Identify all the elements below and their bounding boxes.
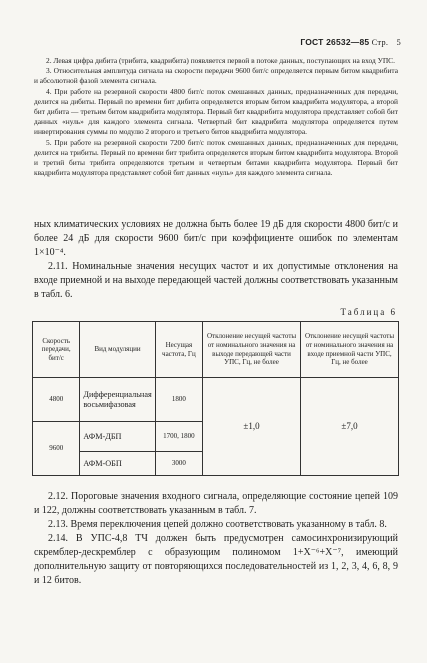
cell-speed: 4800	[33, 378, 80, 422]
header-rx-deviation: Отклонение несущей частоты от номинального значения на входе приемной части УПС, Гц, не более	[301, 322, 399, 378]
page-number: 5	[396, 37, 401, 47]
note-paragraph: 4. При работе на резервной скорости 4800 бит/с поток смешанных данных, предназначенных для передачи, делится на дибиты. Первый по времени бит дибита определяется вторым битом квадрибита модулятора, а второй бит дибита — третьим битом квадрибита модулятора. Первый бит квадрибита модулятора представляет собой бит данных «нуль» для каждого элемента сигнала. Четвертый бит квадрибита модулятора определяется путем инвертирования суммы по модулю 2 второго и третьего битов квадрибита модулятора.	[34, 86, 398, 137]
header-speed: Скорость передачи, бит/с	[33, 322, 80, 378]
clause-2-11: 2.11. Номинальные значения несущих частот и их допустимые отклонения на входе приемной и на выходе передающей частей должны соответствовать указанным в табл. 6.	[34, 261, 398, 300]
clause-2-12: 2.12. Пороговые значения входного сигнала, определяющие состояние цепей 109 и 122, должны соответствовать указанным в табл. 7.	[34, 491, 398, 516]
table-header-row	[33, 322, 399, 378]
notes-block	[34, 56, 398, 178]
page-label: Стр.	[371, 37, 389, 47]
table-caption: Таблица 6	[340, 307, 397, 317]
cell-carrier: 1800	[155, 378, 202, 422]
clause-2-14: 2.14. В УПС-4,8 ТЧ должен быть предусмотрен самосинхронизирующий скремблер-дескремблер с образующим полиномом 1+X⁻⁶+X⁻⁷, имеющий дополнительную защиту от повторяющихся последовательностей из 1, 2, 3, 4, 6, 8, 9 и 12 битов.	[34, 533, 398, 586]
cell-modulation: АФМ-ОБП	[80, 452, 155, 476]
clause-2-13: 2.13. Время переключения цепей должно соответствовать указанному в табл. 8.	[48, 519, 387, 530]
header-tx-deviation: Отклонение несущей частоты от номинального значения на выходе передающей части УПС, Гц, не более	[203, 322, 301, 378]
carrier-frequency-table	[32, 321, 399, 476]
standard-number: ГОСТ 26532—85	[300, 37, 370, 47]
cell-modulation: Дифференциальная восьмифазовая	[80, 378, 155, 422]
main-text-block	[34, 218, 398, 302]
clauses-block	[34, 490, 398, 588]
note-paragraph: 2. Левая цифра дибита (трибита, квадрибита) появляется первой в потоке данных, поступающих на вход УПС.	[46, 56, 395, 65]
page-header	[300, 37, 401, 47]
table-row	[33, 378, 399, 422]
cell-speed: 9600	[33, 422, 80, 476]
cell-modulation: АФМ-ДБП	[80, 422, 155, 452]
cell-carrier: 1700, 1800	[155, 422, 202, 452]
note-paragraph: 3. Относительная амплитуда сигнала на скорости передачи 9600 бит/с определяется первым битом квадрибита и абсолютной фазой элемента сигнала.	[34, 66, 398, 86]
header-carrier: Несущая частота, Гц	[155, 322, 202, 378]
cell-rx-deviation: ±7,0	[301, 378, 399, 476]
cell-tx-deviation: ±1,0	[203, 378, 301, 476]
note-paragraph: 5. При работе на резервной скорости 7200 бит/с поток смешанных данных, предназначенных для передачи, делится на трибиты. Первый по времени бит трибита определяется вторым битом квадрибита модулятора. Второй и третий биты трибита определяются третьим и четвертым битами квадрибита модулятора. Первый бит квадрибита модулятора представляет собой бит данных «нуль» для каждого элемента сигнала.	[34, 137, 398, 178]
header-modulation: Вид модуляции	[80, 322, 155, 378]
cell-carrier: 3000	[155, 452, 202, 476]
continued-paragraph: ных климатических условиях не должна быть более 19 дБ для скорости 4800 бит/с и более 24 дБ для скорости 9600 бит/с при коэффициенте ошибок по элементам 1×10⁻⁴.	[34, 219, 398, 258]
